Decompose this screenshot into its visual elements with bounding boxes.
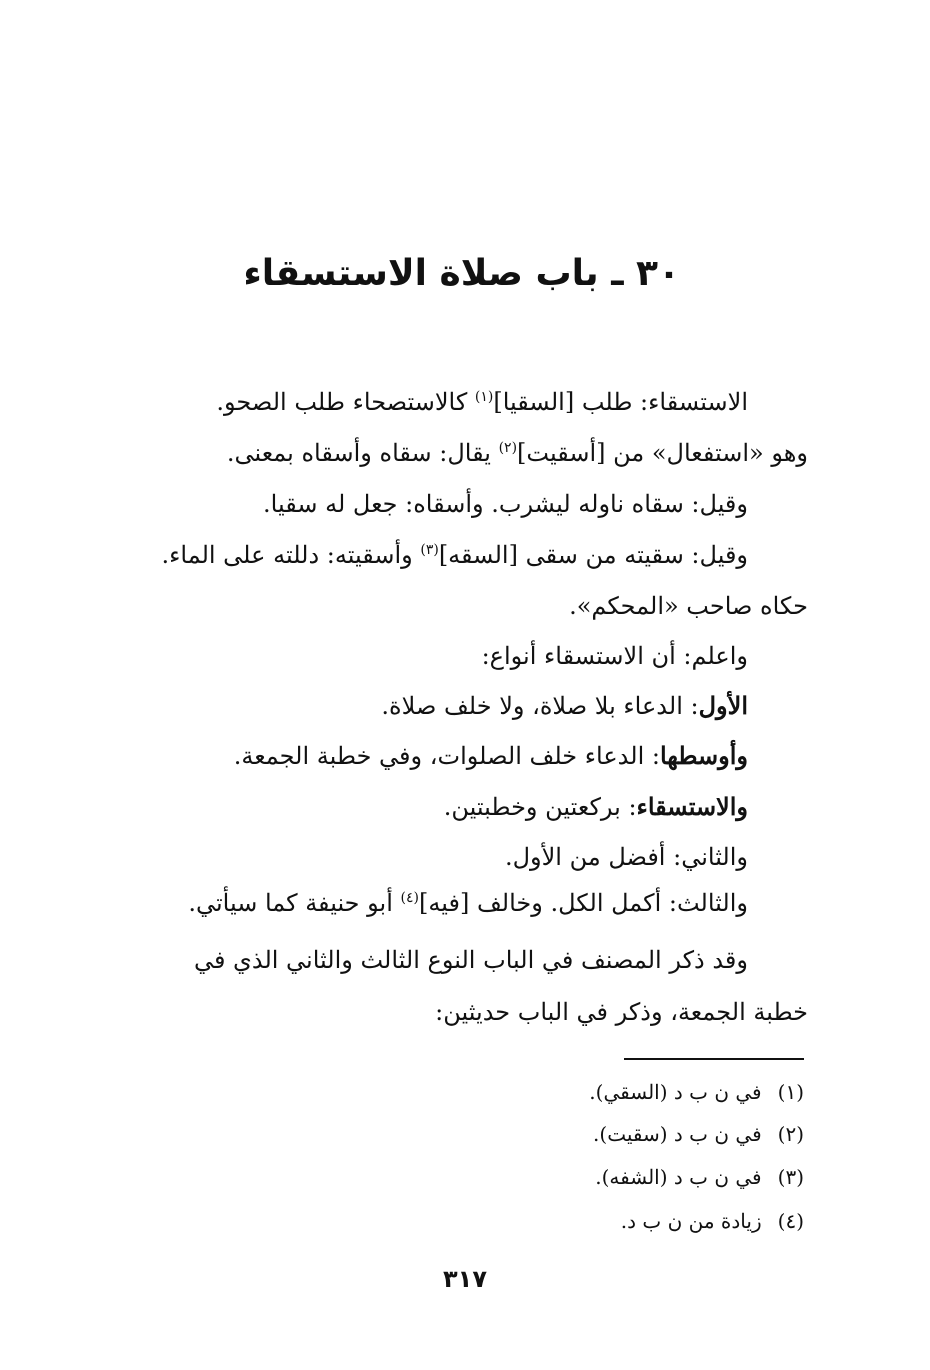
- footnote-3-number: (٣): [777, 1165, 804, 1189]
- line-7-text: : الدعاء بلا صلاة، ولا خلف صلاة.: [381, 692, 699, 720]
- body-line-12: وقد ذكر المصنف في الباب النوع الثالث والثاني الذي في: [193, 946, 748, 974]
- footnote-1-text: في ن ب د (السقي).: [589, 1080, 762, 1104]
- body-line-2: [227, 437, 808, 469]
- footnote-1-number: (١): [777, 1080, 804, 1104]
- body-line-5: حكاه صاحب «المحكم».: [569, 592, 808, 620]
- body-line-13: خطبة الجمعة، وذكر في الباب حديثين:: [435, 998, 808, 1026]
- footnote-marker-1: (١): [474, 389, 494, 405]
- body-line-9: [444, 791, 748, 823]
- body-line-10: والثاني: أفضل من الأول.: [504, 843, 748, 871]
- line-8-text: : الدعاء خلف الصلوات، وفي خطبة الجمعة.: [233, 742, 660, 770]
- footnote-4-text: زيادة من ن ب د.: [620, 1209, 762, 1233]
- line-9-text: : بركعتين وخطبتين.: [443, 793, 637, 821]
- footnote-3-text: في ن ب د (الشفه).: [595, 1165, 762, 1189]
- body-line-7: [381, 690, 748, 722]
- footnote-4-number: (٤): [777, 1209, 804, 1233]
- page-number: ٣١٧: [443, 1265, 487, 1293]
- footnote-separator: [624, 1058, 804, 1060]
- body-line-4: [161, 539, 748, 571]
- footnote-2-number: (٢): [777, 1122, 804, 1146]
- footnote-4: [621, 1207, 804, 1235]
- body-line-6: واعلم: أن الاستسقاء أنواع:: [481, 642, 748, 670]
- line-1-text-a: الاستسقاء: طلب [السقيا]: [493, 388, 748, 416]
- body-line-11: [188, 887, 748, 919]
- line-7-bold-term: الأول: [698, 691, 748, 720]
- line-8-bold-term: وأوسطها: [659, 741, 748, 770]
- line-1-text-b: كالاستصحاء طلب الصحو.: [216, 388, 475, 416]
- chapter-title: ٣٠ ـ باب صلاة الاستسقاء: [243, 253, 680, 294]
- footnote-3: [595, 1163, 804, 1191]
- body-line-3: وقيل: سقاه ناوله ليشرب. وأسقاه: جعل له سقيا.: [263, 490, 748, 518]
- line-2-text-b: يقال: سقاه وأسقاه بمعنى.: [226, 439, 499, 467]
- line-9-bold-term: والاستسقاء: [636, 792, 748, 821]
- footnote-marker-4: (٤): [400, 890, 419, 906]
- line-2-text-a: وهو «استفعال» من [أسقيت]: [517, 439, 808, 467]
- line-4-text-b: وأسقيته: دللته على الماء.: [161, 541, 421, 569]
- body-line-8: [234, 740, 748, 772]
- line-11-text-a: والثالث: أكمل الكل. وخالف [فيه]: [419, 889, 748, 917]
- line-11-text-b: أبو حنيفة كما سيأتي.: [188, 889, 401, 917]
- footnote-marker-2: (٢): [498, 440, 518, 456]
- footnote-2-text: في ن ب د (سقيت).: [593, 1122, 762, 1146]
- line-4-text-a: وقيل: سقيته من سقى [السقه]: [438, 541, 748, 569]
- body-line-1: [216, 386, 748, 418]
- footnote-marker-3: (٣): [420, 542, 439, 558]
- footnote-2: [593, 1120, 804, 1148]
- footnote-1: [589, 1078, 804, 1106]
